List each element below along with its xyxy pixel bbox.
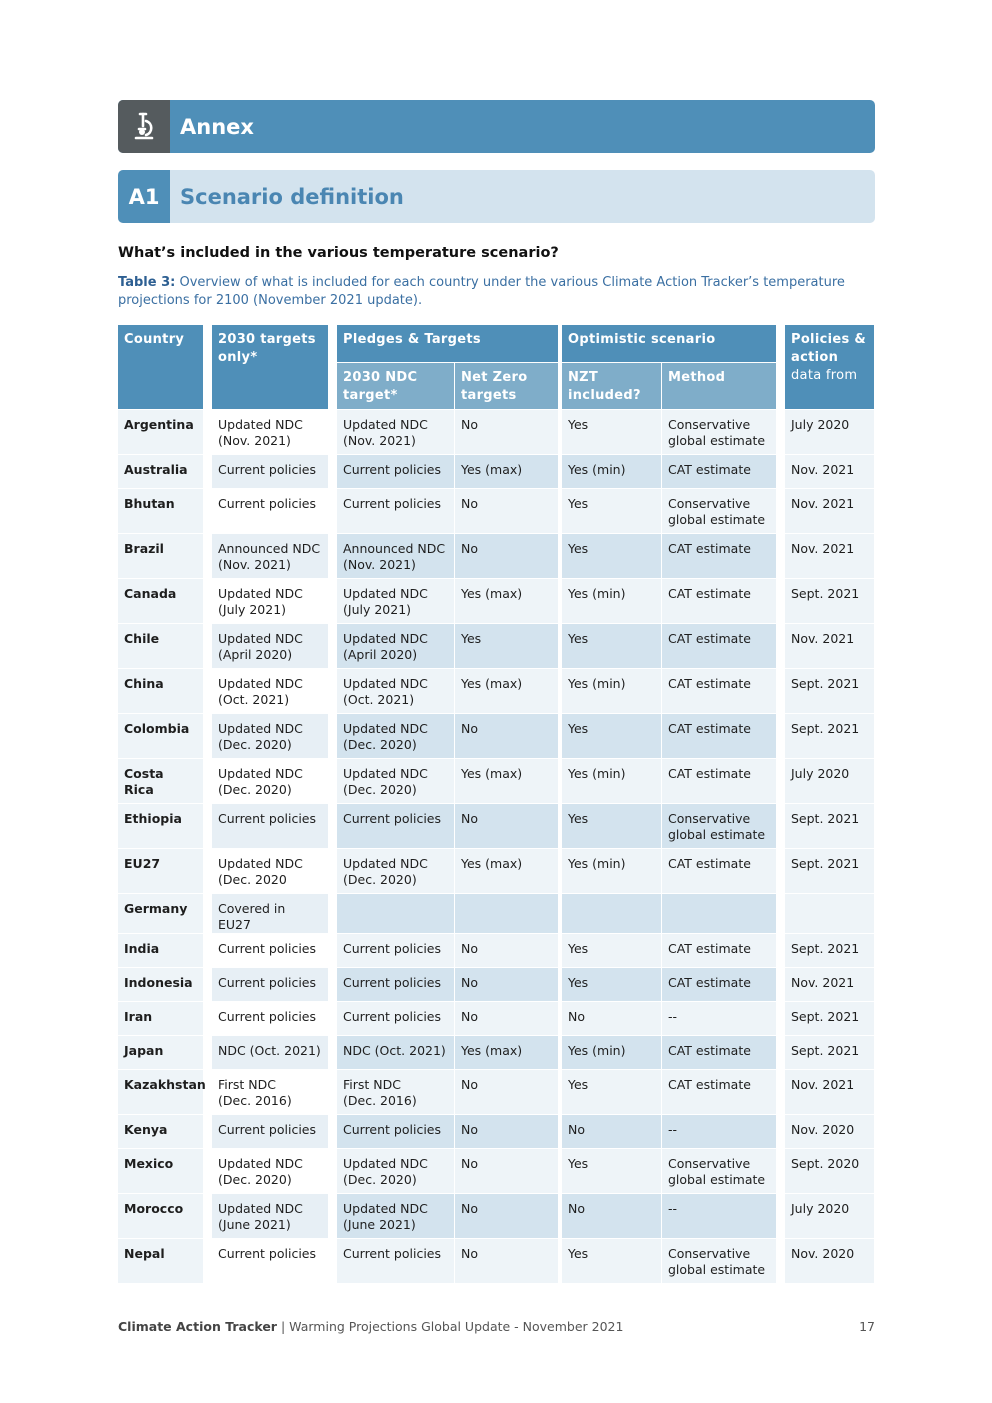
- cell-method: CAT estimate: [662, 1070, 777, 1115]
- table-row: [118, 894, 875, 934]
- table-row: [118, 1149, 875, 1194]
- cell-targets-only: Updated NDC (April 2020): [212, 624, 329, 669]
- cell-net-zero: No: [455, 1149, 559, 1194]
- cell-policies: Nov. 2021: [785, 534, 875, 579]
- cell-ndc: Current policies: [337, 1002, 455, 1036]
- cell-country: Argentina: [118, 410, 204, 455]
- cell-ndc: Current policies: [337, 455, 455, 489]
- cell-net-zero: Yes (max): [455, 669, 559, 714]
- cell-country: Australia: [118, 455, 204, 489]
- cell-net-zero: Yes: [455, 624, 559, 669]
- cell-nzt: Yes (min): [562, 455, 662, 489]
- table-row: [118, 804, 875, 849]
- cell-policies: July 2020: [785, 410, 875, 455]
- cell-policies: Sept. 2021: [785, 804, 875, 849]
- cell-country: Canada: [118, 579, 204, 624]
- footer-brand: Climate Action Tracker: [118, 1319, 277, 1334]
- cell-ndc: Current policies: [337, 1239, 455, 1284]
- caption-label: Table 3:: [118, 275, 176, 290]
- cell-ndc: Updated NDC (Dec. 2020): [337, 849, 455, 894]
- cell-net-zero: No: [455, 410, 559, 455]
- cell-policies: Nov. 2021: [785, 968, 875, 1002]
- cell-nzt: Yes: [562, 968, 662, 1002]
- header-net-zero: Net Zero targets: [455, 363, 559, 410]
- cell-nzt: Yes: [562, 714, 662, 759]
- cell-targets-only: Current policies: [212, 804, 329, 849]
- cell-method: CAT estimate: [662, 624, 777, 669]
- cell-targets-only: Covered in EU27: [212, 894, 329, 934]
- cell-ndc: Updated NDC (Dec. 2020): [337, 714, 455, 759]
- cell-nzt: Yes: [562, 1239, 662, 1284]
- cell-country: Brazil: [118, 534, 204, 579]
- table-row: [118, 579, 875, 624]
- header-nzt: NZT included?: [562, 363, 662, 410]
- header-ndc-target: 2030 NDC target*: [337, 363, 455, 410]
- section-number: A1: [118, 170, 170, 223]
- cell-country: Japan: [118, 1036, 204, 1070]
- table-row: [118, 669, 875, 714]
- cell-net-zero: No: [455, 1002, 559, 1036]
- header-targets-only: 2030 targets only*: [212, 325, 329, 410]
- cell-targets-only: Updated NDC (Dec. 2020): [212, 714, 329, 759]
- header-policies-label: Policies & action: [791, 332, 866, 365]
- cell-policies: Sept. 2021: [785, 579, 875, 624]
- cell-net-zero: No: [455, 1239, 559, 1284]
- cell-targets-only: Updated NDC (Dec. 2020): [212, 1149, 329, 1194]
- cell-net-zero: Yes (max): [455, 1036, 559, 1070]
- cell-policies: Sept. 2021: [785, 669, 875, 714]
- cell-targets-only: Current policies: [212, 1115, 329, 1149]
- cell-policies: Nov. 2021: [785, 1070, 875, 1115]
- cell-country: EU27: [118, 849, 204, 894]
- cell-net-zero: No: [455, 714, 559, 759]
- cell-net-zero: No: [455, 1115, 559, 1149]
- cell-ndc: Updated NDC (Oct. 2021): [337, 669, 455, 714]
- cell-country: Kenya: [118, 1115, 204, 1149]
- cell-method: CAT estimate: [662, 714, 777, 759]
- cell-method: CAT estimate: [662, 759, 777, 804]
- cell-country: China: [118, 669, 204, 714]
- section-title: Scenario definition: [180, 184, 404, 209]
- table-row: [118, 849, 875, 894]
- cell-method: CAT estimate: [662, 534, 777, 579]
- cell-targets-only: Current policies: [212, 934, 329, 968]
- cell-nzt: Yes (min): [562, 1036, 662, 1070]
- header-optimistic: Optimistic scenario: [562, 325, 777, 363]
- footer-left: [118, 1319, 623, 1334]
- table-row: [118, 410, 875, 455]
- cell-country: Chile: [118, 624, 204, 669]
- cell-method: CAT estimate: [662, 968, 777, 1002]
- annex-title: Annex: [180, 114, 254, 139]
- table-row: [118, 714, 875, 759]
- cell-nzt: Yes: [562, 534, 662, 579]
- header-country: Country: [118, 325, 204, 410]
- cell-policies: Nov. 2021: [785, 624, 875, 669]
- table-row: [118, 1070, 875, 1115]
- cell-nzt: No: [562, 1115, 662, 1149]
- cell-ndc: Updated NDC (Dec. 2020): [337, 759, 455, 804]
- cell-method: Conservative global estimate: [662, 1149, 777, 1194]
- table-caption: [118, 274, 875, 310]
- footer-title: Warming Projections Global Update - November 2021: [289, 1319, 624, 1334]
- cell-method: Conservative global estimate: [662, 410, 777, 455]
- table-row: [118, 1115, 875, 1149]
- table-row: [118, 759, 875, 804]
- cell-method: --: [662, 1115, 777, 1149]
- table-row: [118, 1002, 875, 1036]
- cell-nzt: [562, 894, 662, 934]
- cell-targets-only: NDC (Oct. 2021): [212, 1036, 329, 1070]
- cell-policies: Nov. 2021: [785, 489, 875, 534]
- cell-nzt: Yes (min): [562, 849, 662, 894]
- cell-method: CAT estimate: [662, 934, 777, 968]
- cell-ndc: First NDC (Dec. 2016): [337, 1070, 455, 1115]
- cell-policies: Sept. 2021: [785, 1002, 875, 1036]
- table-row: [118, 489, 875, 534]
- cell-ndc: Current policies: [337, 934, 455, 968]
- cell-country: Germany: [118, 894, 204, 934]
- cell-ndc: Updated NDC (July 2021): [337, 579, 455, 624]
- page-number: 17: [859, 1319, 875, 1334]
- table-row: [118, 1194, 875, 1239]
- cell-targets-only: Announced NDC (Nov. 2021): [212, 534, 329, 579]
- cell-ndc: Updated NDC (Nov. 2021): [337, 410, 455, 455]
- microscope-icon: [118, 100, 170, 153]
- cell-method: Conservative global estimate: [662, 804, 777, 849]
- cell-net-zero: Yes (max): [455, 579, 559, 624]
- cell-targets-only: First NDC (Dec. 2016): [212, 1070, 329, 1115]
- cell-net-zero: Yes (max): [455, 759, 559, 804]
- cell-nzt: Yes: [562, 1070, 662, 1115]
- cell-nzt: Yes (min): [562, 669, 662, 714]
- cell-country: Ethiopia: [118, 804, 204, 849]
- cell-nzt: Yes: [562, 624, 662, 669]
- cell-country: Nepal: [118, 1239, 204, 1284]
- cell-policies: Sept. 2020: [785, 1149, 875, 1194]
- cell-targets-only: Updated NDC (July 2021): [212, 579, 329, 624]
- cell-ndc: Current policies: [337, 489, 455, 534]
- cell-ndc: [337, 894, 455, 934]
- cell-method: CAT estimate: [662, 669, 777, 714]
- cell-nzt: Yes: [562, 410, 662, 455]
- cell-policies: Sept. 2021: [785, 1036, 875, 1070]
- scenario-table: [118, 325, 875, 1284]
- table-row: [118, 1239, 875, 1284]
- cell-nzt: Yes (min): [562, 759, 662, 804]
- table-row: [118, 624, 875, 669]
- cell-policies: Nov. 2021: [785, 455, 875, 489]
- cell-nzt: Yes: [562, 1149, 662, 1194]
- cell-country: Kazakhstan: [118, 1070, 204, 1115]
- table-row: [118, 455, 875, 489]
- cell-nzt: Yes: [562, 804, 662, 849]
- table-row: [118, 968, 875, 1002]
- cell-policies: [785, 894, 875, 934]
- cell-targets-only: Updated NDC (June 2021): [212, 1194, 329, 1239]
- cell-country: Iran: [118, 1002, 204, 1036]
- cell-net-zero: No: [455, 534, 559, 579]
- cell-country: Indonesia: [118, 968, 204, 1002]
- caption-text: Overview of what is included for each country under the various Climate Action Tracker’s temperature projections for 2100 (November 2021 update).: [118, 275, 845, 308]
- cell-method: CAT estimate: [662, 1036, 777, 1070]
- cell-policies: July 2020: [785, 759, 875, 804]
- cell-net-zero: No: [455, 1194, 559, 1239]
- cell-net-zero: Yes (max): [455, 849, 559, 894]
- cell-nzt: Yes: [562, 489, 662, 534]
- cell-ndc: Current policies: [337, 968, 455, 1002]
- cell-method: Conservative global estimate: [662, 1239, 777, 1284]
- cell-targets-only: Updated NDC (Dec. 2020: [212, 849, 329, 894]
- cell-ndc: Updated NDC (Dec. 2020): [337, 1149, 455, 1194]
- cell-net-zero: Yes (max): [455, 455, 559, 489]
- cell-net-zero: No: [455, 968, 559, 1002]
- question-heading: What’s included in the various temperature scenario?: [118, 245, 559, 261]
- table-row: [118, 934, 875, 968]
- cell-method: --: [662, 1194, 777, 1239]
- cell-targets-only: Updated NDC (Nov. 2021): [212, 410, 329, 455]
- header-policies: [785, 325, 875, 410]
- cell-targets-only: Current policies: [212, 1239, 329, 1284]
- cell-policies: July 2020: [785, 1194, 875, 1239]
- cell-policies: Sept. 2021: [785, 849, 875, 894]
- cell-method: CAT estimate: [662, 849, 777, 894]
- cell-ndc: Updated NDC (June 2021): [337, 1194, 455, 1239]
- cell-country: Mexico: [118, 1149, 204, 1194]
- cell-ndc: Announced NDC (Nov. 2021): [337, 534, 455, 579]
- page-footer: [118, 1319, 875, 1334]
- cell-ndc: Current policies: [337, 1115, 455, 1149]
- cell-ndc: NDC (Oct. 2021): [337, 1036, 455, 1070]
- cell-nzt: No: [562, 1002, 662, 1036]
- cell-method: Conservative global estimate: [662, 489, 777, 534]
- cell-ndc: Current policies: [337, 804, 455, 849]
- header-policies-sub: data from: [791, 368, 858, 383]
- table-row: [118, 534, 875, 579]
- cell-net-zero: [455, 894, 559, 934]
- cell-country: Colombia: [118, 714, 204, 759]
- cell-targets-only: Current policies: [212, 1002, 329, 1036]
- cell-net-zero: No: [455, 934, 559, 968]
- cell-policies: Sept. 2021: [785, 934, 875, 968]
- table-row: [118, 1036, 875, 1070]
- cell-method: CAT estimate: [662, 455, 777, 489]
- cell-nzt: Yes (min): [562, 579, 662, 624]
- annex-banner: [118, 100, 875, 153]
- cell-method: CAT estimate: [662, 579, 777, 624]
- cell-policies: Sept. 2021: [785, 714, 875, 759]
- cell-country: Costa Rica: [118, 759, 204, 804]
- cell-targets-only: Updated NDC (Oct. 2021): [212, 669, 329, 714]
- cell-net-zero: No: [455, 489, 559, 534]
- cell-nzt: Yes: [562, 934, 662, 968]
- cell-method: --: [662, 1002, 777, 1036]
- cell-targets-only: Updated NDC (Dec. 2020): [212, 759, 329, 804]
- cell-targets-only: Current policies: [212, 489, 329, 534]
- header-pledges: Pledges & Targets: [337, 325, 559, 363]
- header-method: Method: [662, 363, 777, 410]
- section-banner: [118, 170, 875, 223]
- cell-net-zero: No: [455, 804, 559, 849]
- cell-policies: Nov. 2020: [785, 1239, 875, 1284]
- table-body: [118, 410, 875, 1284]
- cell-method: [662, 894, 777, 934]
- cell-country: Bhutan: [118, 489, 204, 534]
- cell-country: Morocco: [118, 1194, 204, 1239]
- cell-targets-only: Current policies: [212, 455, 329, 489]
- footer-separator: |: [276, 1319, 290, 1334]
- cell-policies: Nov. 2020: [785, 1115, 875, 1149]
- cell-ndc: Updated NDC (April 2020): [337, 624, 455, 669]
- cell-net-zero: No: [455, 1070, 559, 1115]
- cell-country: India: [118, 934, 204, 968]
- cell-targets-only: Current policies: [212, 968, 329, 1002]
- cell-nzt: No: [562, 1194, 662, 1239]
